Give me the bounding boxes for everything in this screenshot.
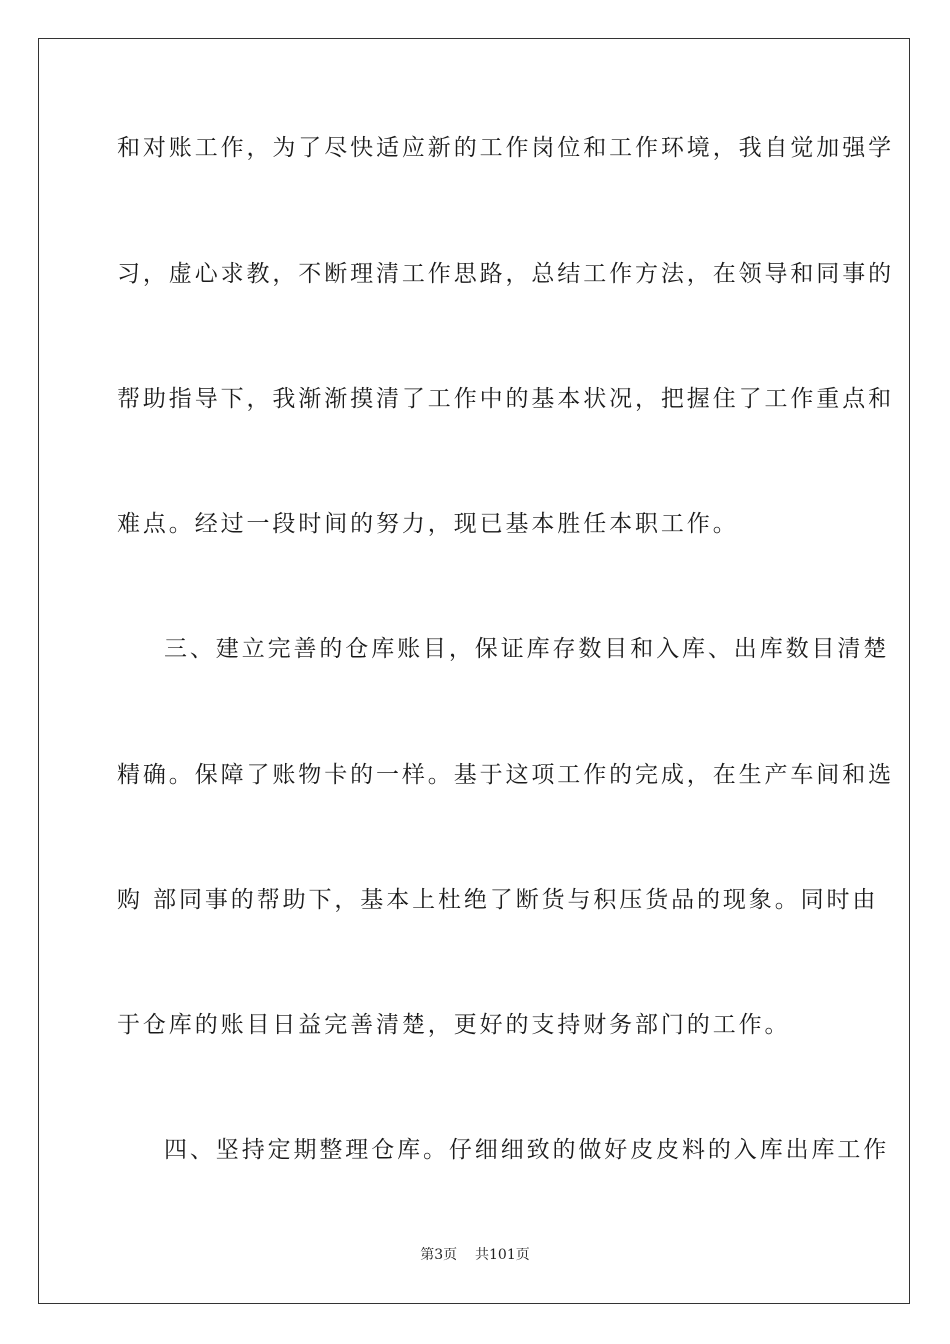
- body-text-line: 难点。经过一段时间的努力，现已基本胜任本职工作。: [117, 511, 739, 537]
- body-text-line: 购 部同事的帮助下，基本上杜绝了断货与积压货品的现象。同时由: [117, 887, 879, 913]
- body-text-line: 于仓库的账目日益完善清楚，更好的支持财务部门的工作。: [117, 1012, 791, 1038]
- section-heading-line: 三、建立完善的仓库账目，保证库存数目和入库、出库数目清楚: [164, 636, 890, 662]
- page-number: 第3页: [420, 1247, 458, 1263]
- page-total: 共101页: [475, 1247, 530, 1263]
- body-text-line: 和对账工作，为了尽快适应新的工作岗位和工作环境，我自觉加强学: [117, 135, 894, 161]
- page-border: [38, 38, 910, 1304]
- body-text-line: 帮助指导下，我渐渐摸清了工作中的基本状况，把握住了工作重点和: [117, 386, 894, 412]
- body-text-line: 精确。保障了账物卡的一样。基于这项工作的完成，在生产车间和选: [117, 762, 894, 788]
- page-footer: [0, 1245, 950, 1265]
- body-text-line: 习，虚心求教，不断理清工作思路，总结工作方法，在领导和同事的: [117, 261, 894, 287]
- section-heading-line: 四、坚持定期整理仓库。仔细细致的做好皮皮料的入库出库工作: [164, 1137, 890, 1163]
